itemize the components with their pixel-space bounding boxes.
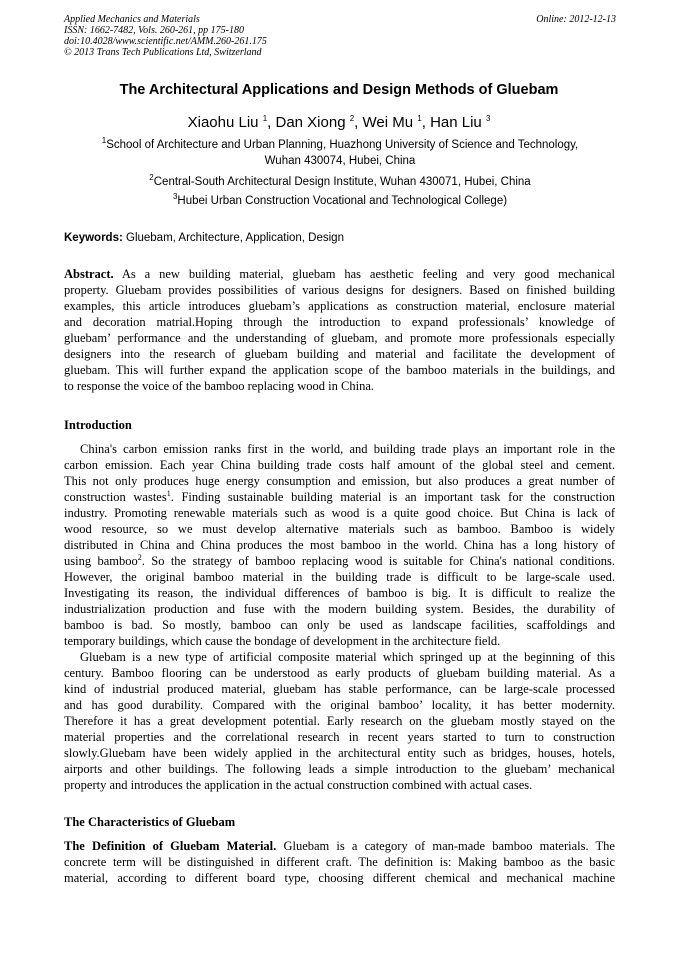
affiliation-marker: 1 <box>262 114 268 123</box>
paper-title: The Architectural Applications and Design Methods of Gluebam <box>119 82 559 98</box>
affiliation-1: $^1$School of Architecture and Urban Planning, Huazhong University of Science and Technology, Wuhan 430074, Hubei, China <box>101 136 579 167</box>
affiliation-3: $^3$Hubei Urban Construction Vocational and Technological College) <box>172 192 508 207</box>
issn-line: ISSN: 1662-7482, Vols. 260-261, pp 175-180 <box>64 25 244 36</box>
introduction-paragraph-2: Gluebam is a new type of artificial composite material which springed up at the beginning of this century. Bamboo flooring can be understood as early products of gluebam building material. As a kind of industrial produced material, gluebam has stable performance, can be large-scale processed and has good durability. Compared with the original bamboo’ locality, it has better modernity. Therefore it has a great development potential. Early research on the gluebam mostly stayed on the material properties and the correlational research in recent years started to turn to construction slowly.Gluebam have been widely applied in the architectural entity such as bridges, houses, hotels, airports and other buildings. The following leads a simple introduction to the gluebam’ mechanical property and introduces the application in the actual construction combined with actual cases. <box>64 650 615 792</box>
keywords-label: Keywords: <box>64 232 123 244</box>
author-name: Han Liu <box>430 114 482 131</box>
introduction-paragraph-1: China's carbon emission ranks first in the world, and building trade plays an important role in the carbon emission. Each year China building trade costs half amount of the global steel and cement. This not only produces huge energy consumption and emission, but also produces a great number of construction wastes$^1$. Finding sustainable building material is an important task for the construction industry. Promoting renewable materials such as wood is a quite good choice. But China is lack of wood resource, so we must develop alternative materials such as bamboo. Bamboo is widely distributed in China and China produces the most bamboo in the world. China has a long history of using bamboo$^2$. So the strategy of bamboo replacing wood is suitable for China's national conditions. However, the original bamboo material in the building trade is difficult to be large-scale used. Investigating its reason, the individual differences of bamboo is big. It is difficult to realize the industrialization production and fuse with the modern building system. Besides, the durability of bamboo is bad. So mostly, bamboo can only be used as landscape facilities, scaffoldings and temporary buildings, which cause the bondage of development in the architecture field. <box>64 442 616 648</box>
doi-line: doi:10.4028/www.scientific.net/AMM.260-261.175 <box>64 36 267 47</box>
subsection-label: The Definition of Gluebam Material. <box>64 839 277 853</box>
reference-marker: 1 <box>166 488 171 498</box>
abstract-label: Abstract. <box>64 267 114 281</box>
running-header <box>64 14 616 58</box>
keywords-text: Gluebam, Architecture, Application, Design <box>126 232 344 244</box>
journal-name: Applied Mechanics and Materials <box>64 14 200 25</box>
affiliation-marker: 2 <box>349 114 355 123</box>
author-name: Xiaohu Liu <box>187 114 259 131</box>
reference-marker: 2 <box>137 552 142 562</box>
author-list: Xiaohu Liu $^1$, Dan Xiong $^2$, Wei Mu $^1$, Han Liu $^3$ <box>187 114 491 131</box>
online-date: Online: 2012-12-13 <box>536 14 616 25</box>
affiliation-2: $^2$Central-South Architectural Design Institute, Wuhan 430071, Hubei, China <box>149 173 531 188</box>
affiliation-marker: 1 <box>417 114 422 123</box>
affiliation-marker: 3 <box>485 114 491 123</box>
keywords <box>64 232 344 244</box>
copyright-line: © 2013 Trans Tech Publications Ltd, Switzerland <box>64 47 262 58</box>
section-heading-characteristics: The Characteristics of Gluebam <box>64 815 236 829</box>
author-name: Dan Xiong <box>275 114 346 131</box>
author-name: Wei Mu <box>362 114 414 131</box>
section-heading-introduction: Introduction <box>64 418 132 432</box>
abstract: Abstract. As a new building material, gluebam has aesthetic feeling and very good mechanical property. Gluebam provides possibilities of various designs for designers. Based on finished building examples, this article introduces gluebam’s applications as construction material, enclosure material and decoration matrial.Hoping through the introduction to expand professionals’ knowledge of gluebam’ performance and the understanding of gluebam, and promote more professionals especially designers into the research of gluebam building and material and facilitate the development of gluebam. This will further expand the application scope of the bamboo materials in the buildings, and to response the voice of the bamboo replacing wood in China. <box>64 267 616 393</box>
characteristics-paragraph: The Definition of Gluebam Material. Gluebam is a category of man-made bamboo materials. The concrete term will be distinguished in different craft. The definition is: Making bamboo as the basic material, according to different board type, choosing different chemical and mechanical machine <box>64 839 615 885</box>
